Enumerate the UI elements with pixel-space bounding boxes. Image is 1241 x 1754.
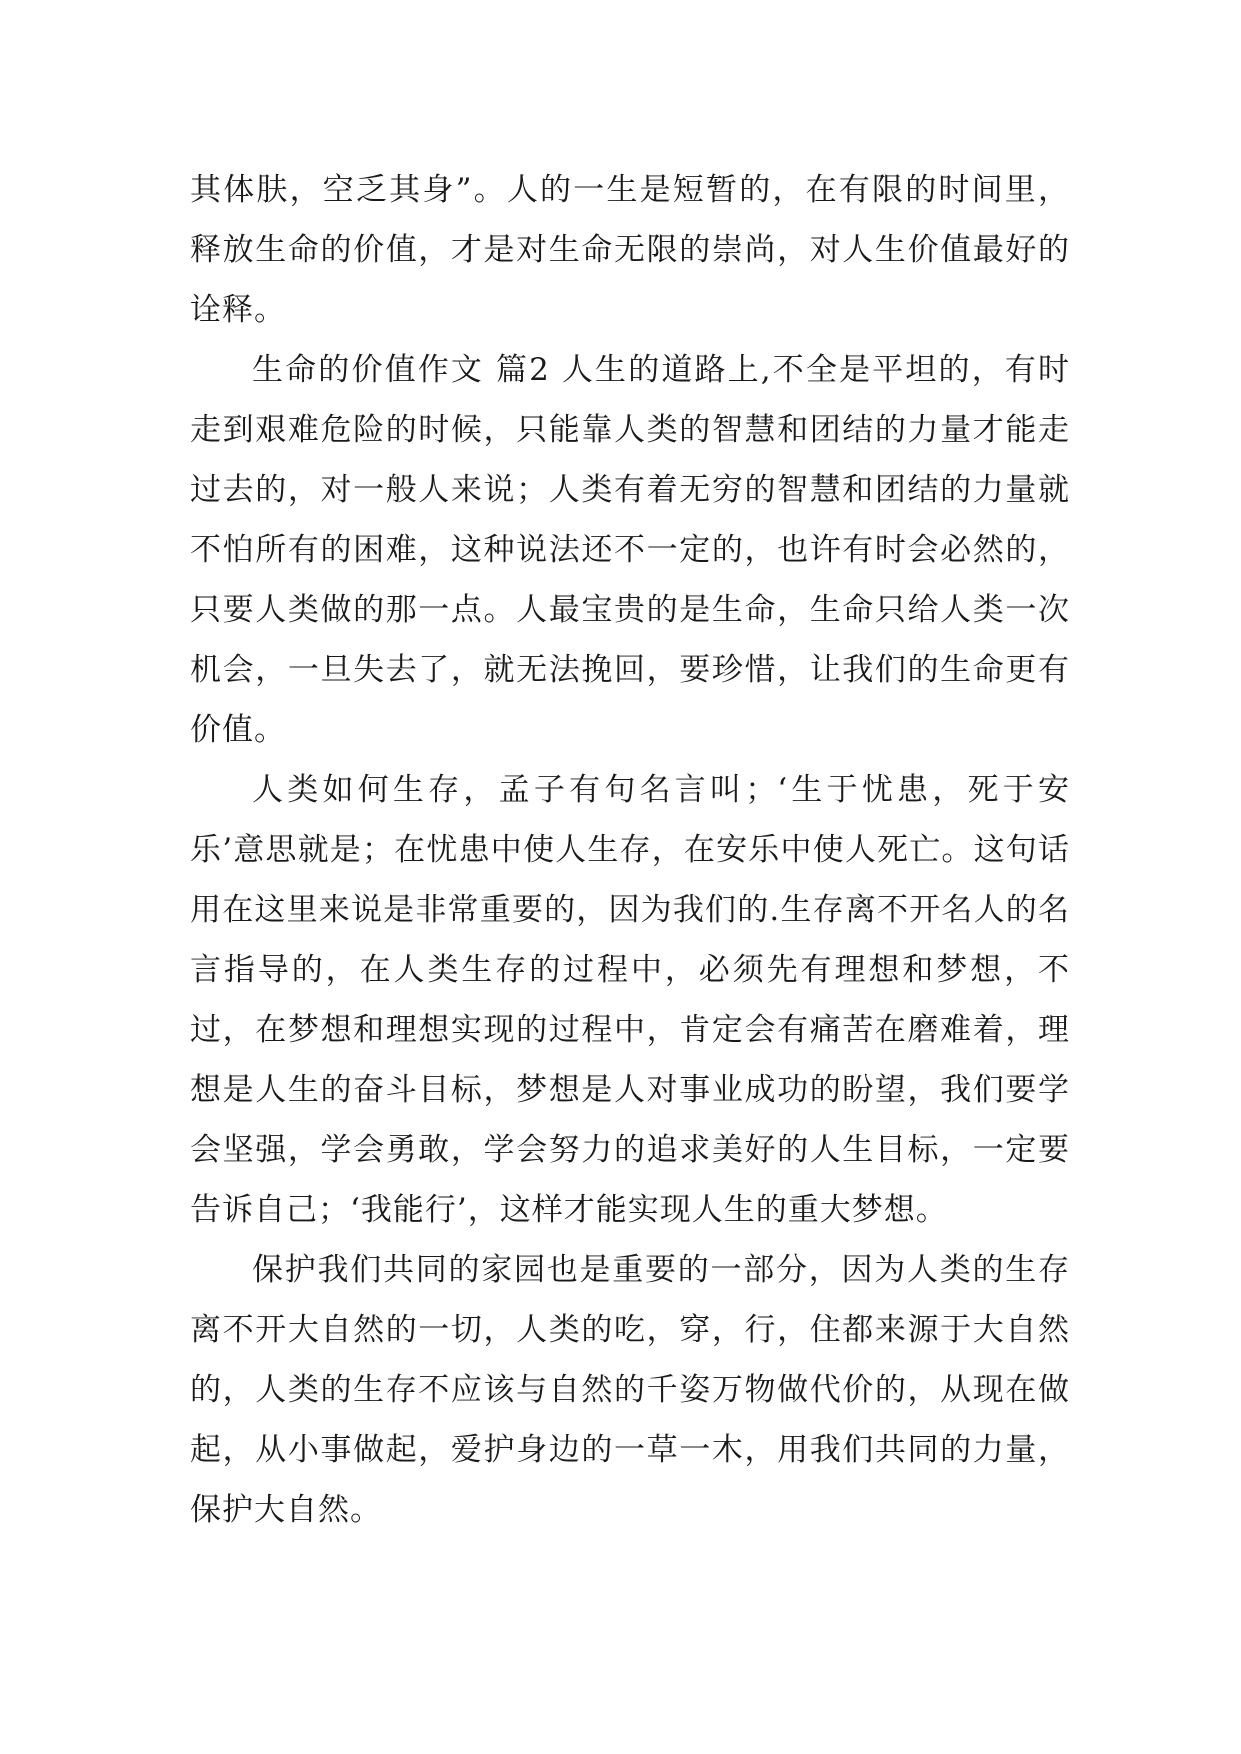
paragraph-3: 人类如何生存，孟子有句名言叫；‘生于忧患，死于安乐’意思就是；在忧患中使人生存，在安乐中使人死亡。这句话用在这里来说是非常重要的，因为我们的.生存离不开名人的名言指导的，在人类生存的过程中，必须先有理想和梦想，不过，在梦想和理想实现的过程中，肯定会有痛苦在磨难着，理想是人生的奋斗目标，梦想是人对事业成功的盼望，我们要学会坚强，学会勇敢，学会努力的追求美好的人生目标，一定要告诉自己；‘我能行’，这样才能实现人生的重大梦想。 [190,772,1070,1228]
paragraph-1: 其体肤，空乏其身”。人的一生是短暂的，在有限的时间里，释放生命的价值，才是对生命无限的崇尚，对人生价值最好的诠释。 [190,172,1070,328]
document-body [190,160,1070,1540]
paragraph-4: 保护我们共同的家园也是重要的一部分，因为人类的生存离不开大自然的一切，人类的吃，穿，行，住都来源于大自然的，人类的生存不应该与自然的千姿万物做代价的，从现在做起，从小事做起，爱护身边的一草一木，用我们共同的力量，保护大自然。 [190,1252,1070,1528]
paragraph-2: 生命的价值作文 篇2 人生的道路上,不全是平坦的，有时走到艰难危险的时候，只能靠人类的智慧和团结的力量才能走过去的，对一般人来说；人类有着无穷的智慧和团结的力量就不怕所有的困难，这种说法还不一定的，也许有时会必然的，只要人类做的那一点。人最宝贵的是生命，生命只给人类一次机会，一旦失去了，就无法挽回，要珍惜，让我们的生命更有价值。 [190,352,1070,748]
